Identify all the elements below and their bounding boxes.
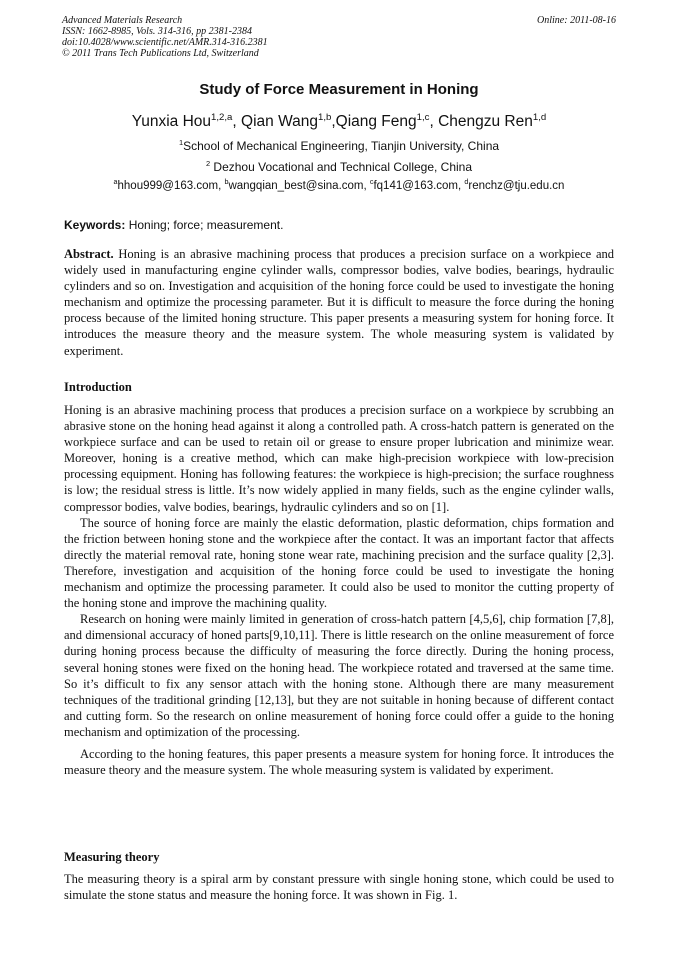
author-affiliation-mark: 1,c [416,111,430,123]
abstract-text: Honing is an abrasive machining process that produces a precision surface on a workpiece and widely used in manufacturing engine cylinder walls, compressor bodies, valve bodies, bearings, hydraulic cylinders and so on. Investigation and acquisition of the honing force could be used to investigate the honing mechanism and optimize the processing parameter. But it is difficult to measure the force during the honing process because of the limited honing structure. This paper presents a measuring system for honing force. It introduces the measure theory and the measure system. The whole measuring system is validated by experiment. [64,247,614,358]
author-separator: , [232,113,242,130]
journal-header [62,15,616,59]
author-affiliation-mark: 1,b [317,111,332,123]
journal-name: Advanced Materials Research [62,15,183,26]
email-mark: c [369,178,374,187]
email-address[interactable]: fq141@163.com, [373,180,465,192]
email-address[interactable]: wangqian_best@sina.com, [228,180,370,192]
introduction-body [64,402,614,778]
measuring-theory-body [64,871,614,903]
email-address[interactable]: renchz@tju.edu.cn [468,180,565,192]
section-heading-measuring-theory: Measuring theory [64,850,160,864]
author-separator: , [331,113,336,130]
author-affiliation-mark: 1,2,a [211,111,233,123]
keywords-text: Honing; force; measurement. [125,218,284,232]
author-name: Yunxia Hou [131,113,212,130]
paragraph: Honing is an abrasive machining process that produces a precision surface on a workpiece by scrubbing an abrasive stone on the honing head against it along a controlled path. A cross-hatch pattern is generated on the workpiece surface and can be used to retain oil or grease to ensure proper lubrication and minimize wear. Moreover, honing is a creative method, which can make high-precision workpiece with low-precision processing equipment. Honing has following features: the workpiece is high-precision; the surface roughness is low; the residual stress is little. It’s now widely applied in many fields, such as the engine cylinder walls, compressor bodies, valve bodies, bearings, hydraulic cylinders and so on [1]. [64,403,614,514]
affiliation-mark: 1 [178,138,184,147]
abstract [64,246,614,359]
affiliation-text: School of Mechanical Engineering, Tianjin University, China [183,139,500,153]
section-heading-introduction: Introduction [64,380,132,394]
author-name: Qian Wang [241,113,318,130]
author-name: Qiang Feng [335,113,417,130]
author-affiliation-mark: 1,d [532,111,547,123]
paper-title: Study of Force Measurement in Honing [199,81,479,98]
affiliation-2 [0,160,678,174]
affiliation-1 [0,139,678,153]
abstract-label: Abstract. [64,247,114,261]
author-name: Chengzu Ren [438,113,533,130]
email-list [0,180,678,192]
copyright: © 2011 Trans Tech Publications Ltd, Switzerland [62,48,259,59]
author-separator: , [429,113,439,130]
affiliation-mark: 2 [205,159,211,168]
affiliation-text: Dezhou Vocational and Technical College, China [210,160,473,174]
email-mark: a [113,178,118,187]
issn: ISSN: 1662-8985, Vols. 314-316, pp 2381-2384 [62,26,252,37]
paragraph: Research on honing were mainly limited in generation of cross-hatch pattern [4,5,6], chip formation [7,8], and dimensional accuracy of honed parts[9,10,11]. There is little research on the online measurement of force during honing process because the difficulty of measuring the force directly. During the honing process, several honing stones were fixed on the honing head. The workpiece rotated and traversed at the same time. So it’s difficult to fix any sensor attach with the honing stone. Although there are many measurement techniques of the traditional grinding [12,13], but they are not suitable in honing because of different contact and cutting form. So the research on online measurement of honing force could offer a guide to the honing mechanism and optimization of the processing. [64,612,614,739]
paragraph: The measuring theory is a spiral arm by constant pressure with single honing stone, which could be used to simulate the stone status and measure the honing force. It was shown in Fig. 1. [64,872,614,903]
email-mark: b [224,178,229,187]
keywords [64,218,283,232]
email-address[interactable]: hhou999@163.com, [117,180,225,192]
email-mark: d [464,178,469,187]
online-date: Online: 2011-08-16 [537,15,616,26]
author-list [0,113,678,131]
doi: doi:10.4028/www.scientific.net/AMR.314-316.2381 [62,37,268,48]
paragraph: According to the honing features, this paper presents a measure system for honing force. It introduces the measure theory and the measure system. The whole measuring system is validated by experiment. [64,746,614,778]
keywords-label: Keywords: [64,218,126,232]
paragraph: The source of honing force are mainly the elastic deformation, plastic deformation, chips formation and the friction between honing stone and the workpiece after the contact. It was an important factor that affects directly the material removal rate, honing stone wear rate, machining precision and the surface quality [2,3]. Therefore, investigation and acquisition of the honing force could be used to investigate the honing mechanism and optimize the processing parameter. It could also be used to monitor the cutting property of the honing stone and improve the machining quality. [64,515,614,611]
